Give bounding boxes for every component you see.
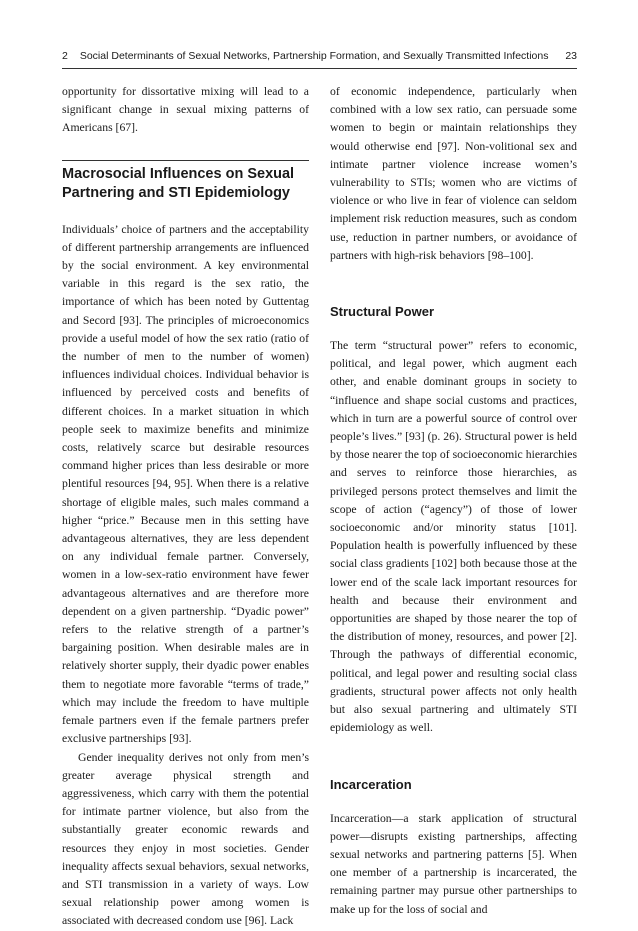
right-column <box>330 83 577 919</box>
left-carryover-paragraph: opportunity for dissortative mixing will lead to a significant change in sexual mixing patterns of Americans [67]. <box>62 85 309 135</box>
right-carryover-paragraph: of economic independence, particularly when combined with a low sex ratio, can persuade some women to begin or maintain relationships they would otherwise end [97]. Non-volitional sex and intimate partner violence increase women’s vulnerability to STIs; women who are victims of violence or who live in fear of violence can seldom implement risk reduction measures, such as condom use, reduction in partner numbers, or avoidance of partners with high-risk behaviors [98–100]. <box>330 85 577 262</box>
body-paragraph: The term “structural power” refers to economic, political, and legal power, which augment each other, and enable dominant groups in society to “influence and shape social customs and practices, which in turn are a powerful source of control over people’s lives.” [93] (p. 26). Structural power is held by those nearer the top of socioeconomic hierarchies and serves to reinforce those hierarchies, as privileged persons protect themselves and limit the scope of action (“agency”) of those of lower socioeconomic and/or minority status [101]. Population health is powerfully influenced by these social class gradients [102] both because those at the lower end of the scale lack important resources for health and because their environment and opportunities are shaped by those nearer the top of the distribution of money, resources, and power [2]. Through the pathways of differential economic, political, and legal power and resulting social class gradients, structural power affects not only health but also sexual partnering and ultimately STI epidemiology as well. <box>330 339 577 735</box>
chapter-title: Social Determinants of Sexual Networks, Partnership Formation, and Sexually Transmitted Infections <box>79 50 549 62</box>
page-number: 23 <box>565 50 577 62</box>
body-paragraph: Incarceration—a stark application of structural power—disrupts existing partnerships, affecting sexual networks and partnering patterns [5]. When one member of a partnership is incarcerated, the remaining partner may pursue other partnerships to make up for the loss of social and <box>330 811 577 916</box>
section-rule <box>62 160 309 161</box>
header-rule <box>62 68 577 69</box>
spacer <box>330 738 577 776</box>
subsection-heading-incarceration: Incarceration <box>330 776 412 792</box>
left-column <box>62 83 309 931</box>
body-paragraph: Gender inequality derives not only from men’s greater average physical strength and aggressiveness, which carry with them the potential for intimate partner violence, but also from the substantially greater economic rewards and resources they enjoy in most societies. Gender inequality affects sexual behaviors, sexual networks, and STI transmission in a variety of ways. Low sexual relationship power among women is associated with decreased condom use [96]. Lack <box>62 750 309 928</box>
chapter-number: 2 <box>62 50 68 62</box>
running-head <box>62 50 577 62</box>
body-paragraph: Individuals’ choice of partners and the acceptability of different partnership arrangements are influenced by the social environment. A key environmental variable in this regard is the sex ratio, the importance of which has been noted by Guttentag and Secord [93]. The principles of microeconomics provide a useful model of how the sex ratio (ratio of the number of men to the number of women) influences individual choices. Individual behavior is influenced by perceived costs and benefits of different choices. In a market situation in which people seek to maximize benefits and minimize costs, relatively scarce but desirable resources command higher prices than less desirable or more plentiful resources [94, 95]. When there is a relative shortage of eligible males, such males command a higher “price.” Because men in this setting have advantageous alternatives, they are less dependent on any individual female partner. Conversely, women in a low-sex-ratio environment have fewer advantageous alternatives and are therefore more dependent on a given partnership. “Dyadic power” refers to the relative strength of a partner’s bargaining position. When desirable males are in relatively shorter supply, their dyadic power enables them to negotiate more favorable “terms of trade,” which may include the freedom to have multiple female partners even if the female partners prefer exclusive partnerships [93]. <box>62 222 309 746</box>
subsection-heading-structural-power: Structural Power <box>330 304 435 320</box>
section-heading-macrosocial: Macrosocial Influences on Sexual Partnering and STI Epidemiology <box>62 165 295 201</box>
spacer <box>330 265 577 303</box>
